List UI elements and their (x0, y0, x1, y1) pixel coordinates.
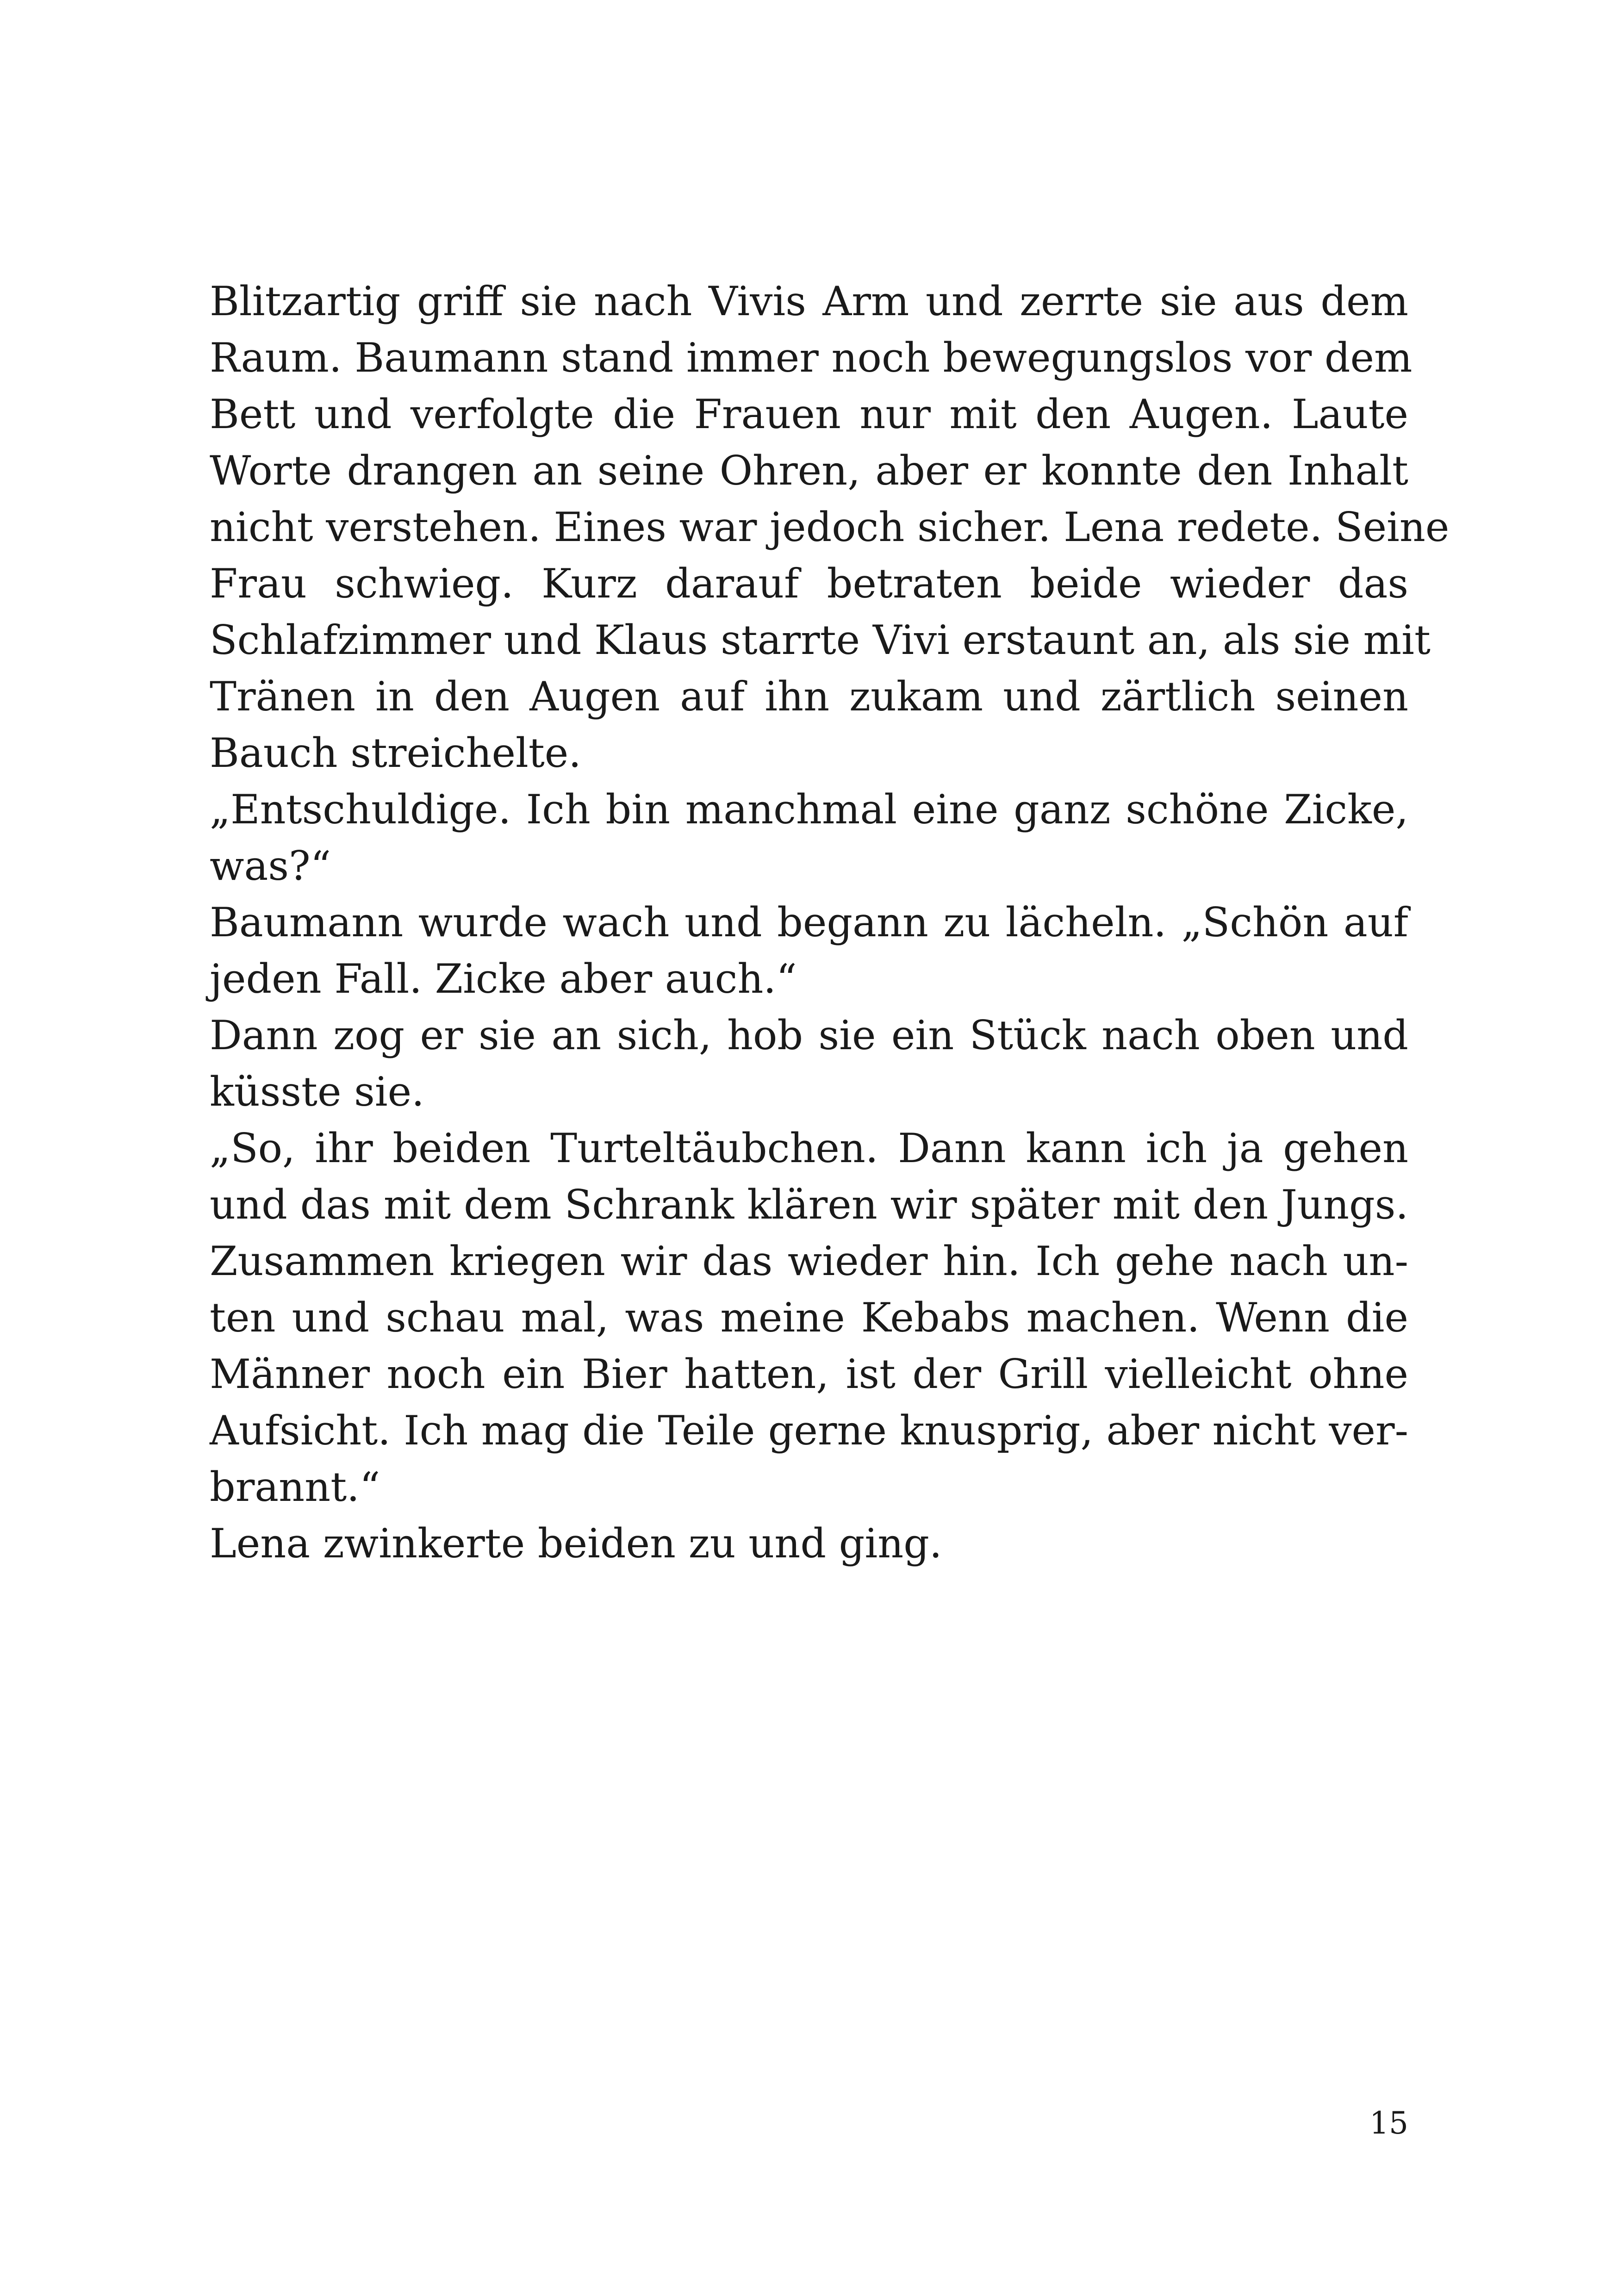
text-line: Frau schwieg. Kurz darauf betraten beide wieder das (210, 560, 1408, 607)
text-line: Lena zwinkerte beiden zu und ging. (210, 1520, 942, 1567)
text-line: Bauch streichelte. (210, 729, 581, 777)
body-text (210, 273, 1450, 1572)
text-line: Bett und verfolgte die Frauen nur mit den Augen. Laute (210, 391, 1408, 438)
text-line: „Entschuldige. Ich bin manchmal eine ganz schöne Zicke, (210, 786, 1408, 833)
text-line: was?“ (210, 842, 331, 890)
page-number: 15 (1369, 2105, 1408, 2141)
text-line: ten und schau mal, was meine Kebabs machen. Wenn die (210, 1294, 1408, 1341)
text-line: nicht verstehen. Eines war jedoch sicher. Lena redete. Seine (210, 504, 1450, 551)
text-line: „So, ihr beiden Turteltäubchen. Dann kann ich ja gehen (210, 1125, 1408, 1172)
text-line: Worte drangen an seine Ohren, aber er konnte den Inhalt (210, 447, 1408, 494)
text-line: Blitzartig griff sie nach Vivis Arm und zerrte sie aus dem (210, 278, 1408, 325)
text-line: jeden Fall. Zicke aber auch.“ (210, 955, 797, 1002)
text-line: Tränen in den Augen auf ihn zukam und zärtlich seinen (210, 673, 1408, 720)
text-line: und das mit dem Schrank klären wir später mit den Jungs. (210, 1181, 1408, 1228)
text-line: Dann zog er sie an sich, hob sie ein Stück nach oben und (210, 1012, 1408, 1059)
text-line: Raum. Baumann stand immer noch bewegungslos vor dem (210, 334, 1413, 381)
text-line: küsste sie. (210, 1068, 424, 1115)
text-line: Männer noch ein Bier hatten, ist der Grill vielleicht ohne (210, 1350, 1408, 1398)
text-line: brannt.“ (210, 1463, 380, 1511)
text-line: Schlafzimmer und Klaus starrte Vivi erstaunt an, als sie mit (210, 616, 1431, 664)
text-line: Baumann wurde wach und begann zu lächeln. „Schön auf (210, 899, 1408, 946)
text-line: Zusammen kriegen wir das wieder hin. Ich gehe nach un- (210, 1238, 1408, 1285)
text-line: Aufsicht. Ich mag die Teile gerne knusprig, aber nicht ver- (210, 1407, 1408, 1454)
